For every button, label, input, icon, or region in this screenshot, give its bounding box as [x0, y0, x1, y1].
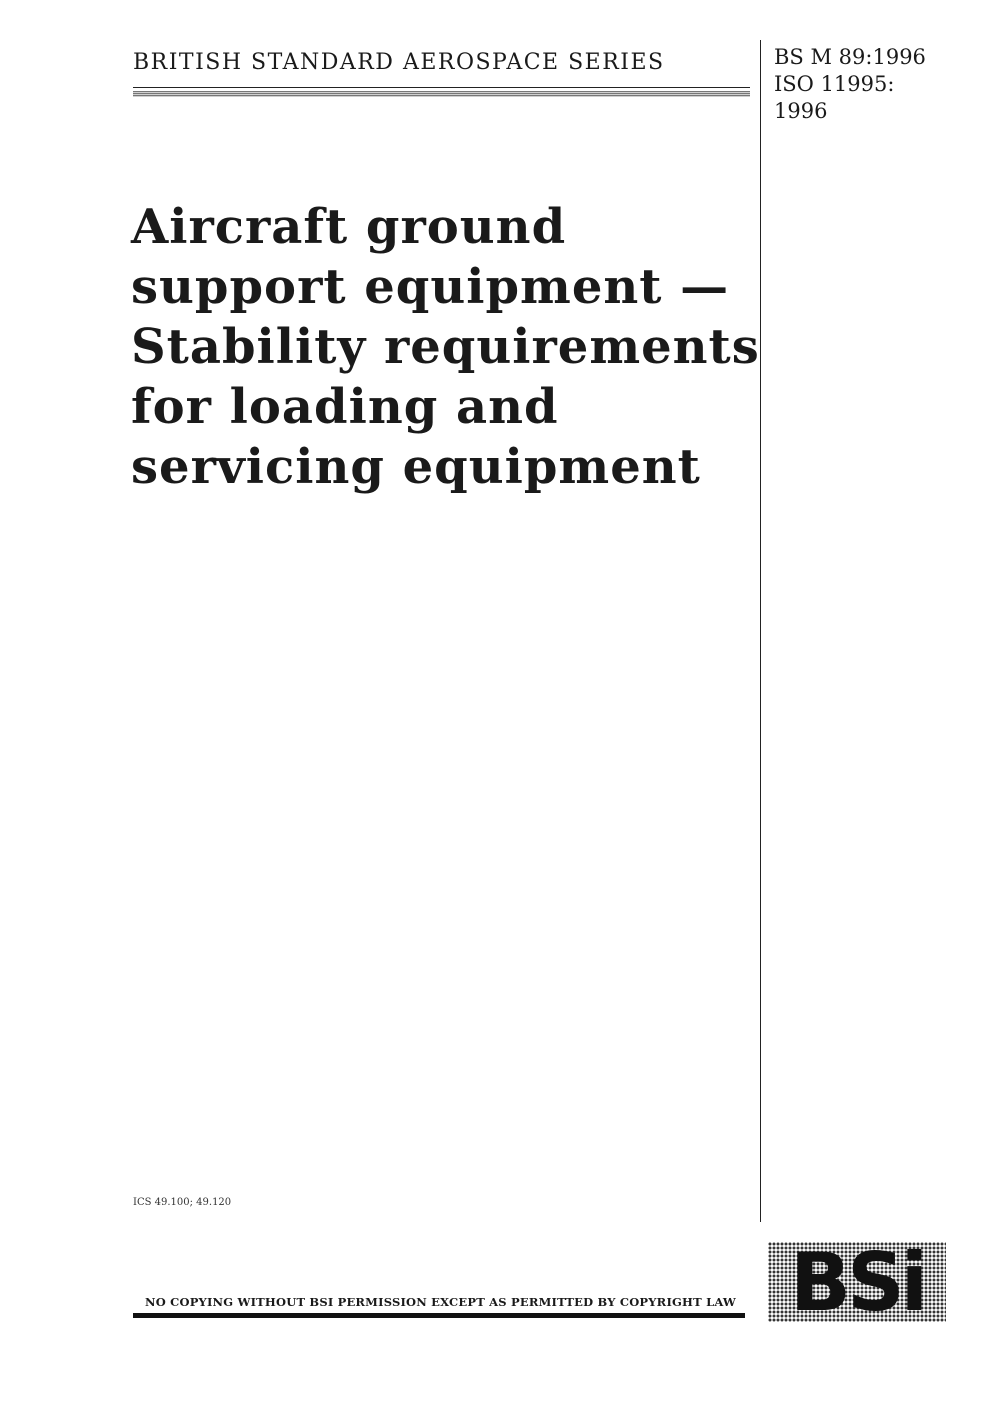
- title-line: support equipment —: [131, 259, 730, 315]
- header-rule-thin: [133, 87, 750, 88]
- vertical-divider: [760, 40, 761, 1222]
- standard-number-year: 1996: [774, 99, 828, 123]
- series-title: BRITISH STANDARD AEROSPACE SERIES: [133, 50, 665, 75]
- bsi-logo: [768, 1242, 946, 1322]
- copyright-notice: NO COPYING WITHOUT BSI PERMISSION EXCEPT AS PERMITTED BY COPYRIGHT LAW: [145, 1295, 737, 1309]
- standard-number-bs: BS M 89:1996: [774, 45, 926, 69]
- ics-code: ICS 49.100; 49.120: [133, 1197, 232, 1208]
- header-rule-thick: [133, 91, 750, 97]
- standard-number-block: [774, 44, 926, 125]
- svg-text:BSi: BSi: [789, 1242, 925, 1322]
- title-line: Aircraft ground: [131, 199, 567, 255]
- title-line: for loading and: [131, 379, 559, 435]
- document-title: [131, 197, 760, 497]
- title-line: Stability requirements: [131, 319, 760, 375]
- title-line: servicing equipment: [131, 439, 701, 495]
- footer-rule: [133, 1313, 745, 1318]
- standard-number-iso: ISO 11995:: [774, 72, 895, 96]
